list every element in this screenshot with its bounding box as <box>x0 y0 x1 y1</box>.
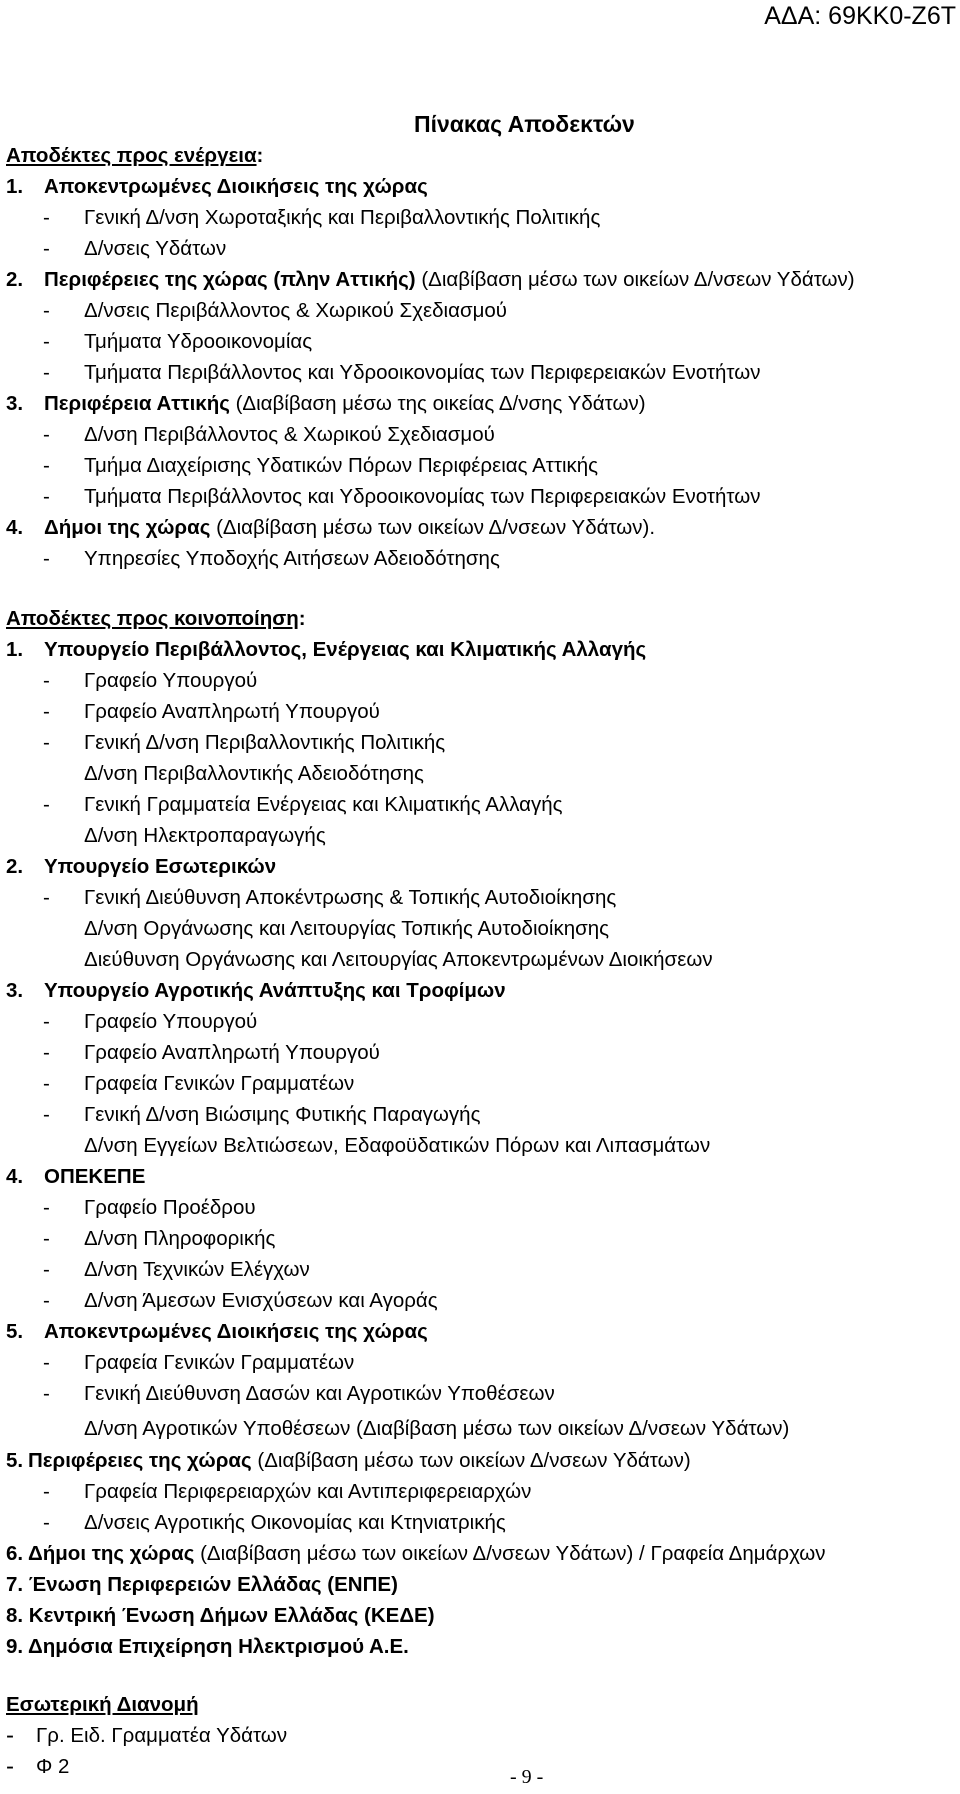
list-item: - Δ/νση Πληροφορικής <box>43 1227 276 1250</box>
list-item: - Γραφεία Γενικών Γραμματέων <box>43 1351 355 1374</box>
list-item: 4. Δήμοι της χώρας (Διαβίβαση μέσω των οικείων Δ/νσεων Υδάτων). <box>6 516 656 539</box>
list-item: 6. Δήμοι της χώρας (Διαβίβαση μέσω των οικείων Δ/νσεων Υδάτων) / Γραφεία Δημάρχων <box>6 1542 826 1565</box>
list-item: - Γραφεία Περιφερειαρχών και Αντιπεριφερειαρχών <box>43 1480 532 1503</box>
list-item: Δ/νση Περιβαλλοντικής Αδειοδότησης <box>84 762 424 785</box>
list-item: - Γραφείο Υπουργού <box>43 1010 258 1033</box>
list-item: - Τμήματα Υδροοικονομίας <box>43 330 313 353</box>
list-item: - Γενική Δ/νση Περιβαλλοντικής Πολιτικής <box>43 731 446 754</box>
list-item: - Γραφείο Προέδρου <box>43 1196 256 1219</box>
list-item: 2. Περιφέρειες της χώρας (πλην Αττικής) (Διαβίβαση μέσω των οικείων Δ/νσεων Υδάτων) <box>6 268 855 291</box>
list-item: 1. Υπουργείο Περιβάλλοντος, Ενέργειας και Κλιματικής Αλλαγής <box>6 638 647 661</box>
list-item: 7. Ένωση Περιφερειών Ελλάδας (ΕΝΠΕ) <box>6 1573 398 1596</box>
list-item: - Δ/νσεις Περιβάλλοντος & Χωρικού Σχεδιασμού <box>43 299 508 322</box>
list-item: - Γενική Διεύθυνση Αποκέντρωσης & Τοπικής Αυτοδιοίκησης <box>43 886 617 909</box>
list-item: - Γενική Δ/νση Βιώσιμης Φυτικής Παραγωγής <box>43 1103 481 1126</box>
list-item: - Γενική Γραμματεία Ενέργειας και Κλιματικής Αλλαγής <box>43 793 563 816</box>
list-item: - Υπηρεσίες Υποδοχής Αιτήσεων Αδειοδότησης <box>43 547 500 570</box>
ada-code: ΑΔΑ: 69ΚΚ0-Ζ6Τ <box>764 2 956 30</box>
list-item: Δ/νση Αγροτικών Υποθέσεων (Διαβίβαση μέσω των οικείων Δ/νσεων Υδάτων) <box>84 1417 790 1440</box>
list-item: Διεύθυνση Οργάνωσης και Λειτουργίας Αποκεντρωμένων Διοικήσεων <box>84 948 713 971</box>
list-item: 3. Περιφέρεια Αττικής (Διαβίβαση μέσω της οικείας Δ/νσης Υδάτων) <box>6 392 646 415</box>
list-item: - Τμήματα Περιβάλλοντος και Υδροοικονομίας των Περιφερειακών Ενοτήτων <box>43 361 761 384</box>
list-item: - Δ/νση Τεχνικών Ελέγχων <box>43 1258 310 1281</box>
list-item: - Γενική Διεύθυνση Δασών και Αγροτικών Υποθέσεων <box>43 1382 555 1405</box>
internal-heading: Εσωτερική Διανομή <box>6 1693 199 1716</box>
list-item: 1. Αποκεντρωμένες Διοικήσεις της χώρας <box>6 175 428 198</box>
list-item: Δ/νση Οργάνωσης και Λειτουργίας Τοπικής Αυτοδιοίκησης <box>84 917 610 940</box>
page-title: Πίνακας Αποδεκτών <box>414 111 635 137</box>
list-item: - Γραφείο Αναπληρωτή Υπουργού <box>43 1041 380 1064</box>
list-item: Δ/νση Ηλεκτροπαραγωγής <box>84 824 326 847</box>
list-item: - Φ 2 <box>6 1753 70 1780</box>
list-item: - Γενική Δ/νση Χωροταξικής και Περιβαλλοντικής Πολιτικής <box>43 206 601 229</box>
list-item: 8. Κεντρική Ένωση Δήμων Ελλάδας (ΚΕΔΕ) <box>6 1604 435 1627</box>
list-item: Δ/νση Εγγείων Βελτιώσεων, Εδαφοϋδατικών Πόρων και Λιπασμάτων <box>84 1134 711 1157</box>
list-item: 9. Δημόσια Επιχείρηση Ηλεκτρισμού Α.Ε. <box>6 1635 409 1658</box>
list-item: - Γραφείο Αναπληρωτή Υπουργού <box>43 700 380 723</box>
list-item: 5. Περιφέρειες της χώρας (Διαβίβαση μέσω των οικείων Δ/νσεων Υδάτων) <box>6 1449 691 1472</box>
list-item: 4. ΟΠΕΚΕΠΕ <box>6 1165 146 1188</box>
list-item: - Γραφείο Υπουργού <box>43 669 258 692</box>
list-item: - Γραφεία Γενικών Γραμματέων <box>43 1072 355 1095</box>
list-item: 2. Υπουργείο Εσωτερικών <box>6 855 277 878</box>
recipients-list <box>6 140 956 1782</box>
list-item: - Δ/νση Περιβάλλοντος & Χωρικού Σχεδιασμού <box>43 423 495 446</box>
list-item: 5. Αποκεντρωμένες Διοικήσεις της χώρας <box>6 1320 428 1343</box>
list-item: - Δ/νσεις Αγροτικής Οικονομίας και Κτηνιατρικής <box>43 1511 506 1534</box>
cc-heading: Αποδέκτες προς κοινοποίηση: <box>6 607 306 630</box>
list-item: - Τμήματα Περιβάλλοντος και Υδροοικονομίας των Περιφερειακών Ενοτήτων <box>43 485 761 508</box>
list-item: 3. Υπουργείο Αγροτικής Ανάπτυξης και Τροφίμων <box>6 979 506 1002</box>
list-item: - Γρ. Ειδ. Γραμματέα Υδάτων <box>6 1722 288 1749</box>
page-number: - 9 - <box>510 1766 544 1788</box>
list-item: - Τμήμα Διαχείρισης Υδατικών Πόρων Περιφέρειας Αττικής <box>43 454 599 477</box>
action-heading: Αποδέκτες προς ενέργεια: <box>6 144 264 167</box>
list-item: - Δ/νσεις Υδάτων <box>43 237 227 260</box>
list-item: - Δ/νση Άμεσων Ενισχύσεων και Αγοράς <box>43 1289 438 1312</box>
